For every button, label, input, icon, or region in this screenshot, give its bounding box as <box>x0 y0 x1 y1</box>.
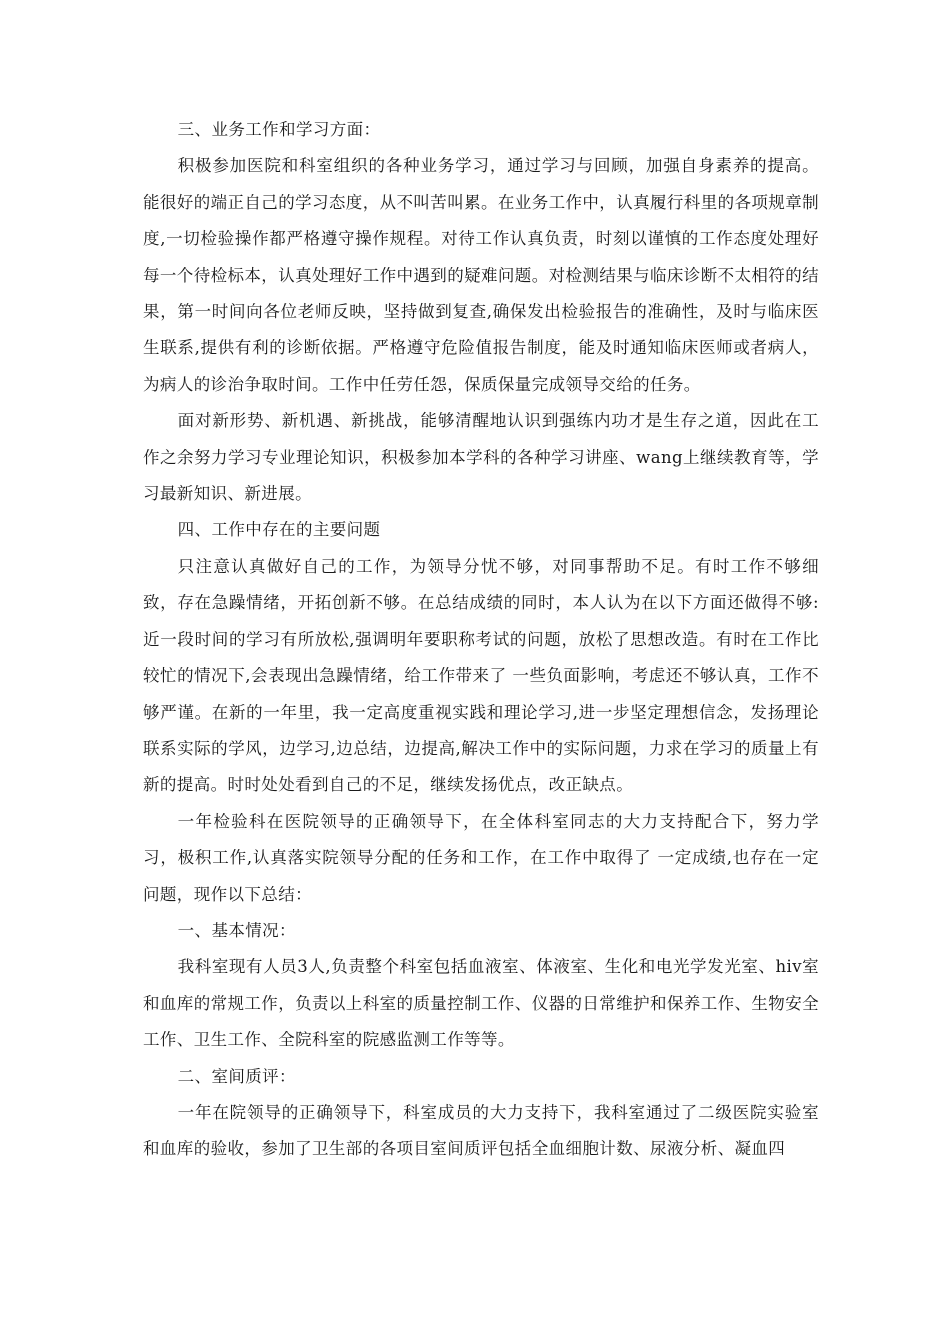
paragraph-business-study: 积极参加医院和科室组织的各种业务学习，通过学习与回顾，加强自身素养的提高。能很好的端正自己的学习态度，从不叫苦叫累。在业务工作中，认真履行科里的各项规章制度,一切检验操作都严格遵守操作规程。对待工作认真负责，时刻以谨慎的工作态度处理好每一个待检标本，认真处理好工作中遇到的疑难问题。对检测结果与临床诊断不太相符的结果，第一时间向各位老师反映，坚持做到复查,确保发出检验报告的准确性，及时与临床医生联系,提供有利的诊断依据。严格遵守危险值报告制度，能及时通知临床医师或者病人，为病人的诊治争取时间。工作中任劳任怨，保质保量完成领导交给的任务。 <box>143 156 819 394</box>
paragraph-basic-situation: 我科室现有人员3人,负责整个科室包括血液室、体液室、生化和电光学发光室、hiv室和血库的常规工作，负责以上科室的质量控制工作、仪器的日常维护和保养工作、生物安全工作、卫生工作、全院科室的院感监测工作等等。 <box>143 957 819 1050</box>
section-heading-main-problems: 四、工作中存在的主要问题 <box>177 520 381 540</box>
paragraph-quality-assessment: 一年在院领导的正确领导下，科室成员的大力支持下，我科室通过了二级医院实验室和血库的验收，参加了卫生部的各项目室间质评包括全血细胞计数、尿液分析、凝血四 <box>143 1102 819 1159</box>
section-heading-quality-assessment: 二、室间质评： <box>177 1066 296 1086</box>
document-body <box>143 112 819 1168</box>
section-heading-business-work: 三、业务工作和学习方面： <box>177 120 381 139</box>
paragraph-new-challenges: 面对新形势、新机遇、新挑战，能够清醒地认识到强练内功才是生存之道，因此在工作之余努力学习专业理论知识，积极参加本学科的各种学习讲座、wang上继续教育等，学习最新知识、新进展。 <box>143 411 819 504</box>
paragraph-annual-summary-intro: 一年检验科在医院领导的正确领导下，在全体科室同志的大力支持配合下，努力学习，极积工作,认真落实院领导分配的任务和工作，在工作中取得了 一定成绩,也存在一定问题，现作以下总结： <box>143 811 819 904</box>
paragraph-problems: 只注意认真做好自己的工作，为领导分忧不够，对同事帮助不足。有时工作不够细致，存在急躁情绪，开拓创新不够。在总结成绩的同时，本人认为在以下方面还做得不够:近一段时间的学习有所放松,强调明年要职称考试的问题，放松了思想改造。有时在工作比较忙的情况下,会表现出急躁情绪，给工作带来了 一些负面影响，考虑还不够认真，工作不够严谨。在新的一年里，我一定高度重视实践和理论学习,进一步坚定理想信念，发扬理论联系实际的学风，边学习,边总结，边提高,解决工作中的实际问题，力求在学习的质量上有新的提高。时时处处看到自己的不足，继续发扬优点，改正缺点。 <box>143 556 819 795</box>
section-heading-basic-situation: 一、基本情况： <box>177 920 296 940</box>
